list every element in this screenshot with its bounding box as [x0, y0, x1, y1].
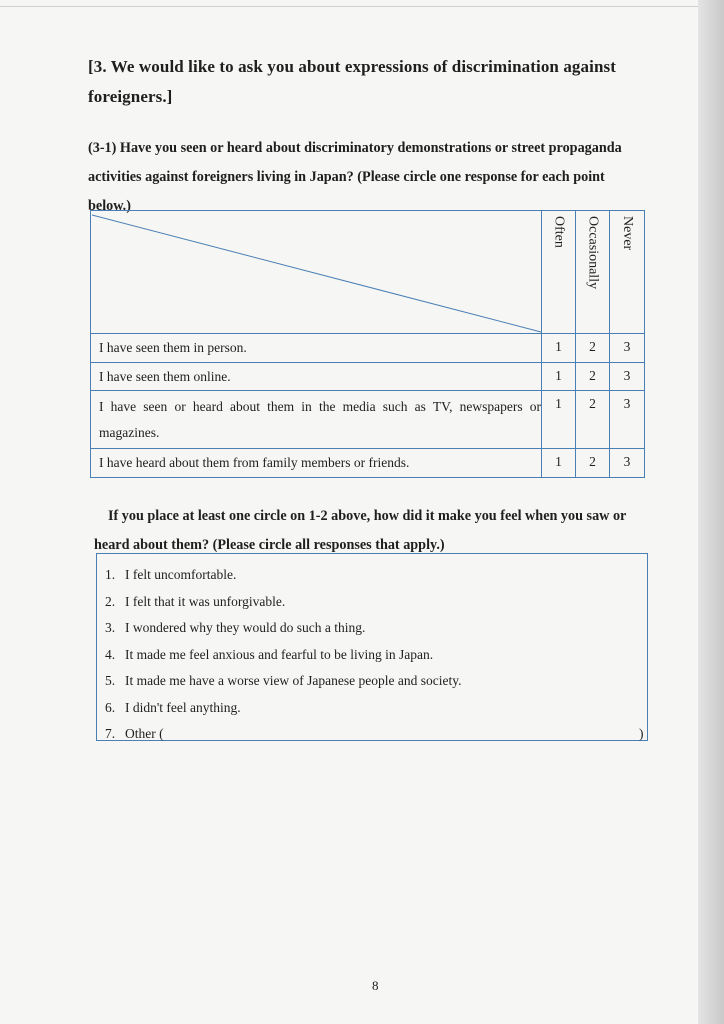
choice-occasionally[interactable]: 2	[576, 391, 610, 449]
option-number: 6.	[105, 699, 116, 715]
column-header-often	[542, 211, 576, 334]
choice-often[interactable]: 1	[542, 334, 576, 363]
other-close-paren: )	[639, 726, 644, 741]
row-label: I have seen them online.	[91, 363, 542, 391]
table-header-row	[91, 211, 645, 334]
option-item[interactable]	[105, 589, 647, 616]
choice-occasionally[interactable]: 2	[576, 449, 610, 478]
question-3-1: (3-1) Have you seen or heard about discriminatory demonstrations or street propaganda activities against foreigners living in Japan? (Please circle one response for each point below.)	[88, 140, 622, 214]
followup-text: If you place at least one circle on 1-2 above, how did it make you feel when you saw or heard about them? (Please circle all responses that apply.)	[94, 508, 627, 553]
choice-occasionally[interactable]: 2	[576, 334, 610, 363]
followup-question	[94, 502, 642, 560]
table-row	[91, 334, 645, 363]
option-number: 1.	[105, 567, 116, 582]
column-header-never	[610, 211, 645, 334]
column-header-occasionally	[576, 211, 610, 334]
page-edge-shadow	[698, 0, 724, 1024]
table-row	[91, 391, 645, 449]
choice-often[interactable]: 1	[542, 363, 576, 391]
option-text: It made me feel anxious and fearful to be living in Japan.	[125, 646, 434, 662]
row-label: I have heard about them from family members or friends.	[91, 449, 542, 478]
option-text: I wondered why they would do such a thing.	[125, 620, 366, 635]
diagonal-header-cell	[91, 211, 542, 334]
option-item-other[interactable]	[105, 721, 647, 748]
option-item[interactable]	[105, 562, 647, 589]
option-item[interactable]	[105, 642, 647, 669]
choice-never[interactable]: 3	[610, 334, 645, 363]
column-header-label: Often	[551, 216, 567, 248]
scan-top-rule	[0, 6, 700, 7]
option-item[interactable]	[105, 615, 647, 642]
table-row	[91, 363, 645, 391]
choice-never[interactable]: 3	[610, 449, 645, 478]
option-number: 4.	[105, 646, 116, 662]
column-header-label: Occasionally	[585, 216, 601, 290]
frequency-table	[90, 210, 645, 478]
option-number: 5.	[105, 673, 116, 688]
table-row	[91, 449, 645, 478]
option-item[interactable]	[105, 695, 647, 722]
option-item[interactable]	[105, 668, 647, 695]
choice-never[interactable]: 3	[610, 391, 645, 449]
option-text: I felt uncomfortable.	[125, 567, 237, 582]
option-number: 2.	[105, 593, 116, 609]
choice-never[interactable]: 3	[610, 363, 645, 391]
choice-often[interactable]: 1	[542, 391, 576, 449]
row-label: I have seen them in person.	[91, 334, 542, 363]
option-text: I felt that it was unforgivable.	[125, 593, 286, 609]
page-number: 8	[372, 978, 379, 993]
option-number: 3.	[105, 620, 116, 635]
column-header-label: Never	[620, 216, 635, 251]
option-number: 7.	[105, 726, 116, 741]
option-text: Other (	[125, 726, 164, 741]
option-text: I didn't feel anything.	[125, 699, 241, 715]
diagonal-line	[91, 211, 542, 333]
choice-often[interactable]: 1	[542, 449, 576, 478]
option-text: It made me have a worse view of Japanese people and society.	[125, 673, 462, 688]
section-heading: [3. We would like to ask you about expressions of discrimination against foreigners.]	[88, 57, 616, 106]
row-label: I have seen or heard about them in the media such as TV, newspapers or magazines.	[91, 391, 542, 449]
options-list	[96, 553, 648, 741]
choice-occasionally[interactable]: 2	[576, 363, 610, 391]
